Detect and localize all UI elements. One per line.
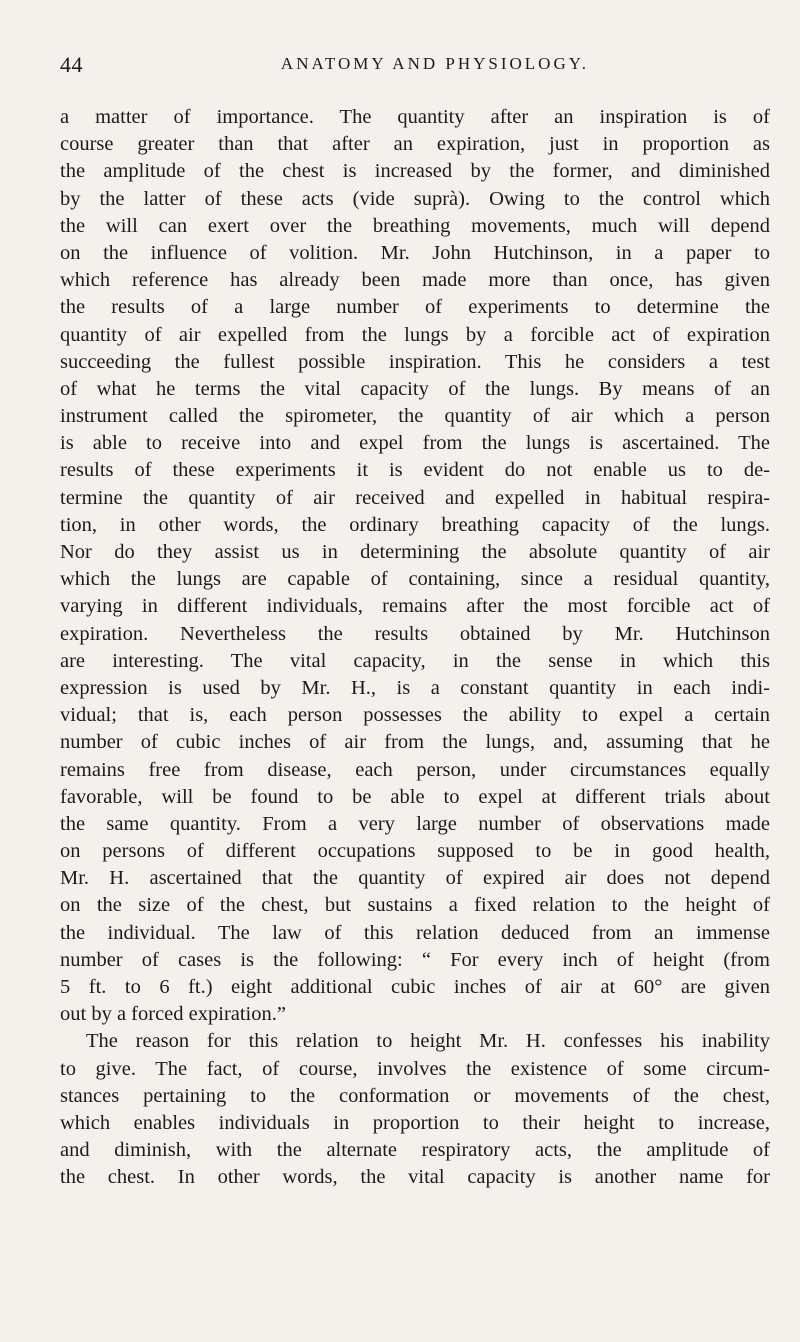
text-line: the will can exert over the breathing movements, much will depend (60, 214, 770, 237)
text-line: by the latter of these acts (vide suprà). Owing to the control which (60, 187, 770, 210)
text-line: are interesting. The vital capacity, in the sense in which this (60, 649, 770, 672)
text-line: Nor do they assist us in determining the absolute quantity of air (60, 541, 770, 563)
text-line: quantity of air expelled from the lungs by a forcible act of expiration (60, 323, 770, 346)
text-line: succeeding the fullest possible inspiration. This he considers a test (60, 350, 770, 373)
text-line: on the influence of volition. Mr. John Hutchinson, in a paper to (60, 241, 770, 264)
text-line: number of cubic inches of air from the lungs, and, assuming that he (60, 731, 770, 754)
text-line: which the lungs are capable of containing, since a residual quantity, (60, 568, 770, 591)
text-line: termine the quantity of air received and expelled in habitual respira- (60, 486, 770, 509)
text-line: favorable, will be found to be able to expel at different trials about (60, 785, 770, 808)
text-line: stances pertaining to the conformation or movements of the chest, (60, 1084, 770, 1107)
text-line: is able to receive into and expel from the lungs is ascertained. The (60, 432, 770, 455)
text-line: vidual; that is, each person possesses the ability to expel a certain (60, 704, 770, 727)
text-line: and diminish, with the alternate respiratory acts, the amplitude of (60, 1139, 770, 1162)
text-line: to give. The fact, of course, involves the existence of some circum- (60, 1057, 770, 1080)
text-line: instrument called the spirometer, the quantity of air which a person (60, 405, 770, 428)
text-line: The reason for this relation to height Mr. H. confesses his inability (86, 1030, 770, 1053)
text-line: out by a forced expiration.” (60, 1003, 286, 1026)
text-line: the amplitude of the chest is increased by the former, and diminished (60, 160, 770, 183)
running-head (60, 52, 770, 82)
page-number: 44 (60, 52, 83, 77)
text-line: the results of a large number of experiments to determine the (60, 296, 770, 319)
text-line: on the size of the chest, but sustains a fixed relation to the height of (60, 894, 770, 917)
text-line: the chest. In other words, the vital capacity is another name for (60, 1166, 770, 1189)
text-line: on persons of different occupations supposed to be in good health, (60, 840, 770, 863)
body-text (60, 104, 770, 1192)
text-line: expiration. Nevertheless the results obtained by Mr. Hutchinson (60, 622, 770, 645)
text-line: tion, in other words, the ordinary breathing capacity of the lungs. (60, 513, 770, 536)
running-title: ANATOMY AND PHYSIOLOGY. (280, 54, 590, 73)
text-line: which reference has already been made more than once, has given (60, 269, 770, 292)
text-line: remains free from disease, each person, under circumstances equally (60, 758, 770, 781)
text-line: varying in different individuals, remains after the most forcible act of (60, 595, 770, 618)
text-line: the individual. The law of this relation deduced from an immense (60, 921, 770, 944)
text-line: course greater than that after an expiration, just in proportion as (60, 133, 770, 156)
text-line: of what he terms the vital capacity of the lungs. By means of an (60, 377, 770, 400)
text-line: a matter of importance. The quantity after an inspiration is of (60, 106, 770, 128)
text-line: which enables individuals in proportion to their height to increase, (60, 1111, 770, 1134)
text-line: the same quantity. From a very large number of observations made (60, 812, 770, 835)
text-line: number of cases is the following: “ For every inch of height (from (60, 948, 770, 971)
text-line: 5 ft. to 6 ft.) eight additional cubic inches of air at 60° are given (60, 976, 770, 998)
text-line: results of these experiments it is evident do not enable us to de- (60, 459, 770, 482)
text-line: expression is used by Mr. H., is a constant quantity in each indi- (60, 676, 770, 699)
text-line: Mr. H. ascertained that the quantity of expired air does not depend (60, 867, 770, 890)
